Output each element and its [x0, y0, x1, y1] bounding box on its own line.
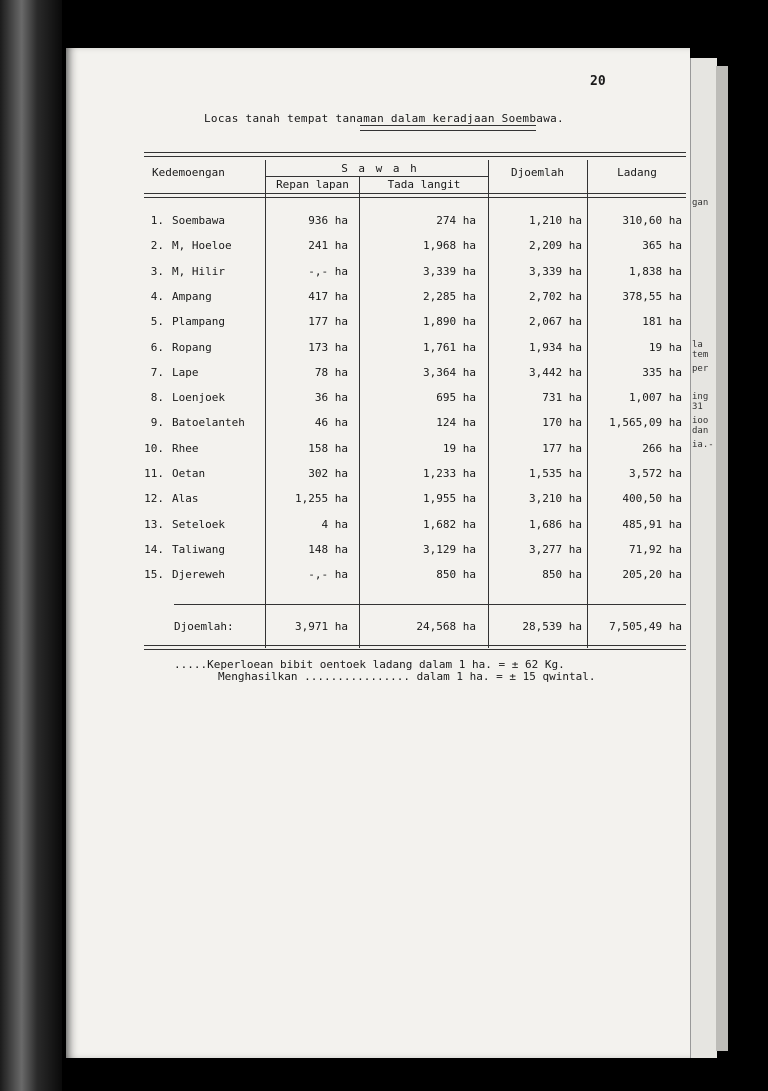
row-tada-langit: 2,285 ha: [423, 289, 476, 303]
row-tada-langit: 274 ha: [436, 214, 476, 227]
row-kedemoengan: Lape: [172, 365, 199, 379]
row-repan-lapan: 417 ha: [308, 289, 348, 303]
row-number: 4.: [150, 289, 164, 303]
row-djoemlah: 177 ha: [542, 441, 582, 455]
row-djoemlah: 850 ha: [542, 568, 582, 582]
row-tada-langit: 1,233 ha: [423, 467, 476, 480]
row-kedemoengan: Taliwang: [172, 542, 225, 556]
row-kedemoengan: Ampang: [172, 289, 212, 303]
row-ladang: 71,92 ha: [629, 542, 682, 556]
row-kedemoengan: Seteloek: [172, 517, 225, 531]
row-ladang: 335 ha: [642, 365, 682, 379]
row-repan-lapan: 241 ha: [308, 239, 348, 253]
row-repan-lapan: 1,255 ha: [295, 492, 348, 506]
row-kedemoengan: Djereweh: [172, 568, 225, 582]
row-ladang: 485,91 ha: [622, 517, 682, 531]
row-repan-lapan: 78 ha: [314, 365, 348, 379]
row-ladang: 205,20 ha: [622, 568, 682, 582]
row-djoemlah: 2,702 ha: [529, 289, 582, 303]
row-repan-lapan: 46 ha: [314, 416, 348, 430]
row-tada-langit: 3,339 ha: [423, 264, 476, 278]
row-number: 15.: [144, 568, 164, 582]
page-number: 20: [590, 74, 606, 89]
row-number: 1.: [150, 214, 164, 227]
row-tada-langit: 850 ha: [436, 568, 476, 582]
row-djoemlah: 170 ha: [542, 416, 582, 430]
edge-fragment: ia.-: [692, 440, 714, 450]
total-label: Djoemlah:: [174, 620, 234, 633]
table-top-rule: [144, 152, 686, 157]
row-tada-langit: 124 ha: [436, 416, 476, 430]
edge-fragment: dan: [692, 426, 709, 436]
header-tada-langit: Tada langit: [387, 178, 461, 191]
edge-fragment: la: [692, 340, 703, 350]
row-ladang: 3,572 ha: [629, 467, 682, 480]
row-kedemoengan: Soembawa: [172, 214, 225, 227]
row-ladang: 181 ha: [642, 315, 682, 329]
row-ladang: 19 ha: [648, 340, 682, 354]
sawah-subheader-rule: [266, 176, 488, 177]
title-underline: [360, 125, 536, 131]
table-bottom-rule: [144, 645, 686, 650]
row-number: 5.: [150, 315, 164, 329]
book-spine: [0, 0, 62, 1091]
row-ladang: 1,565,09 ha: [609, 416, 682, 430]
row-tada-langit: 1,968 ha: [423, 239, 476, 253]
row-djoemlah: 2,209 ha: [529, 239, 582, 253]
row-repan-lapan: 936 ha: [308, 214, 348, 227]
header-djoemlah: Djoemlah: [511, 166, 564, 179]
total-tada: 24,568 ha: [416, 620, 476, 633]
row-ladang: 266 ha: [642, 441, 682, 455]
row-repan-lapan: 148 ha: [308, 542, 348, 556]
edge-fragment: tem: [692, 350, 709, 360]
row-repan-lapan: 173 ha: [308, 340, 348, 354]
row-number: 13.: [144, 517, 164, 531]
page-stack-edge: [716, 66, 728, 1051]
row-kedemoengan: M, Hoeloe: [172, 239, 232, 253]
row-repan-lapan: -,- ha: [308, 264, 348, 278]
total-rule: [174, 604, 686, 605]
row-kedemoengan: Loenjoek: [172, 391, 225, 405]
row-djoemlah: 1,686 ha: [529, 517, 582, 531]
row-number: 9.: [150, 416, 164, 430]
total-repan: 3,971 ha: [295, 620, 348, 633]
row-number: 7.: [150, 365, 164, 379]
row-kedemoengan: Ropang: [172, 340, 212, 354]
total-djoemlah: 28,539 ha: [522, 620, 582, 633]
row-ladang: 1,007 ha: [629, 391, 682, 405]
header-sawah: S a w a h: [341, 162, 419, 175]
total-ladang: 7,505,49 ha: [609, 620, 682, 633]
row-kedemoengan: Alas: [172, 492, 199, 506]
row-djoemlah: 1,210 ha: [529, 214, 582, 227]
row-ladang: 400,50 ha: [622, 492, 682, 506]
row-ladang: 378,55 ha: [622, 289, 682, 303]
row-tada-langit: 1,682 ha: [423, 517, 476, 531]
row-number: 11.: [144, 467, 164, 480]
row-tada-langit: 19 ha: [442, 441, 476, 455]
row-djoemlah: 731 ha: [542, 391, 582, 405]
row-tada-langit: 1,955 ha: [423, 492, 476, 506]
header-repan-lapan: Repan lapan: [276, 178, 349, 191]
row-djoemlah: 2,067 ha: [529, 315, 582, 329]
row-number: 10.: [144, 441, 164, 455]
row-number: 12.: [144, 492, 164, 506]
edge-fragment: ing: [692, 392, 709, 402]
row-tada-langit: 695 ha: [436, 391, 476, 405]
next-page-edge: [690, 58, 717, 1058]
row-tada-langit: 3,129 ha: [423, 542, 476, 556]
row-tada-langit: 3,364 ha: [423, 365, 476, 379]
row-repan-lapan: -,- ha: [308, 568, 348, 582]
edge-fragment: 31: [692, 402, 703, 412]
header-bottom-rule: [144, 193, 686, 198]
row-kedemoengan: Plampang: [172, 315, 225, 329]
edge-fragment: per: [692, 364, 709, 374]
row-kedemoengan: M, Hilir: [172, 264, 225, 278]
row-number: 2.: [150, 239, 164, 253]
row-djoemlah: 3,277 ha: [529, 542, 582, 556]
row-tada-langit: 1,761 ha: [423, 340, 476, 354]
row-repan-lapan: 177 ha: [308, 315, 348, 329]
row-djoemlah: 3,210 ha: [529, 492, 582, 506]
row-djoemlah: 1,535 ha: [529, 467, 582, 480]
row-kedemoengan: Batoelanteh: [172, 416, 245, 430]
row-repan-lapan: 158 ha: [308, 441, 348, 455]
row-ladang: 310,60 ha: [622, 214, 682, 227]
row-number: 6.: [150, 340, 164, 354]
row-tada-langit: 1,890 ha: [423, 315, 476, 329]
row-repan-lapan: 302 ha: [308, 467, 348, 480]
row-djoemlah: 1,934 ha: [529, 340, 582, 354]
row-djoemlah: 3,442 ha: [529, 365, 582, 379]
page-title: Locas tanah tempat tanaman dalam keradjaan Soembawa.: [204, 112, 564, 125]
row-ladang: 365 ha: [642, 239, 682, 253]
row-repan-lapan: 4 ha: [321, 517, 348, 531]
row-kedemoengan: Rhee: [172, 441, 199, 455]
row-djoemlah: 3,339 ha: [529, 264, 582, 278]
header-ladang: Ladang: [617, 166, 657, 179]
row-kedemoengan: Oetan: [172, 467, 206, 480]
footnote-seed: .....Keperloean bibit oentoek ladang dalam 1 ha. = ± 62 Kg.: [174, 658, 565, 671]
row-repan-lapan: 36 ha: [314, 391, 348, 405]
row-number: 8.: [150, 391, 164, 405]
footnote-yield: Menghasilkan ................ dalam 1 ha. = ± 15 qwintal.: [218, 670, 596, 683]
row-ladang: 1,838 ha: [629, 264, 682, 278]
row-number: 3.: [150, 264, 164, 278]
row-number: 14.: [144, 542, 164, 556]
header-kedemoengan: Kedemoengan: [152, 166, 225, 179]
edge-fragment: gan: [692, 198, 709, 208]
edge-fragment: ioo: [692, 416, 709, 426]
